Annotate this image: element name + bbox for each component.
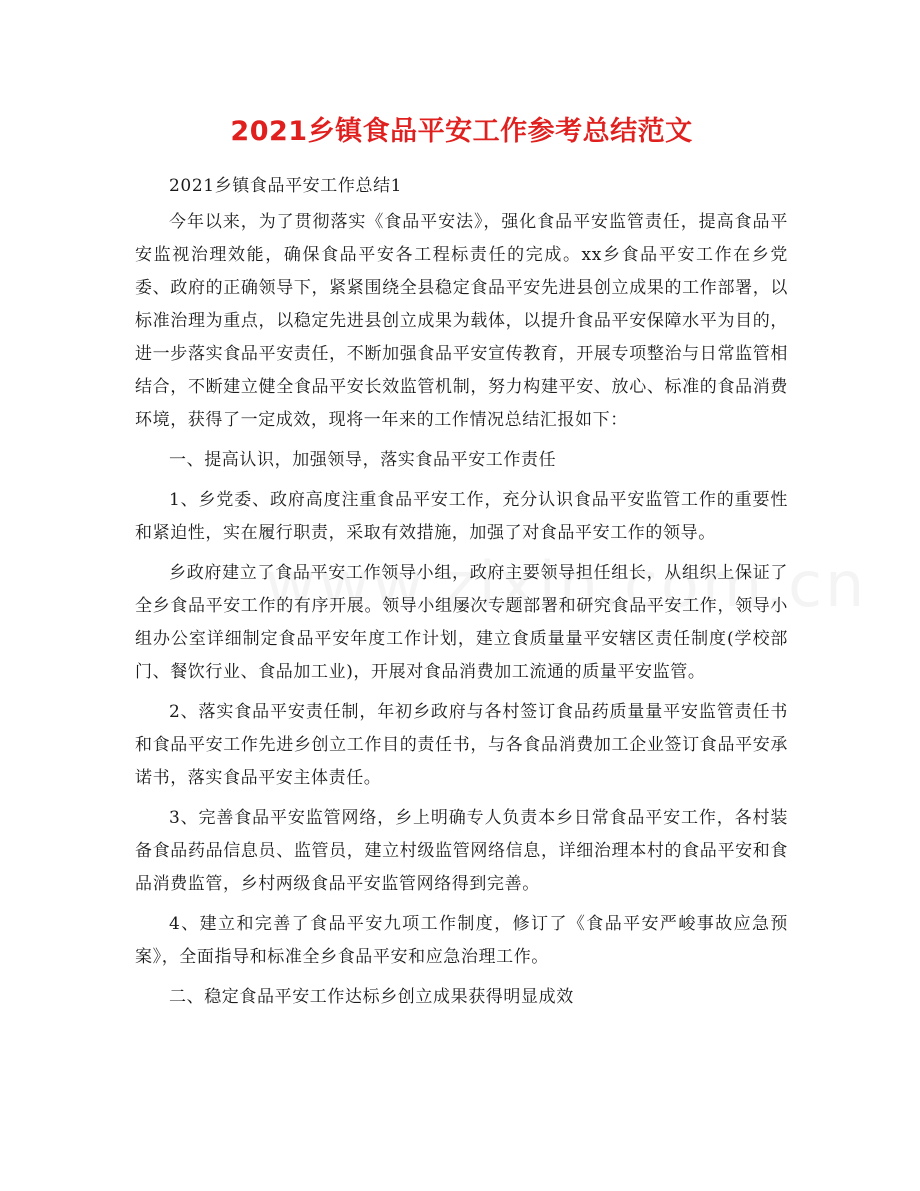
- document-subtitle: 2021乡镇食品平安工作总结1: [169, 176, 403, 196]
- paragraph-item-4: 4、建立和完善了食品平安九项工作制度，修订了《食品平安严峻事故应急预案》，全面指导和标准全乡食品平安和应急治理工作。: [135, 914, 788, 967]
- section-heading-1: 一、提高认识，加强领导，落实食品平安工作责任: [169, 450, 557, 470]
- paragraph-item-2: 2、落实食品平安责任制，年初乡政府与各村签订食品药质量量平安监管责任书和食品平安工作先进乡创立工作目的责任书，与各食品消费加工企业签订食品平安承诺书，落实食品平安主体责任。: [135, 702, 788, 788]
- paragraph-item-3: 3、完善食品平安监管网络，乡上明确专人负责本乡日常食品平安工作，各村装备食品药品信息员、监管员，建立村级监管网络信息，详细治理本村的食品平安和食品消费监管，乡村两级食品平安监管网络得到完善。: [135, 808, 788, 894]
- paragraph-intro: 今年以来，为了贯彻落实《食品平安法》，强化食品平安监管责任，提高食品平安监视治理效能，确保食品平安各工程标责任的完成。xx乡食品平安工作在乡党委、政府的正确领导下，紧紧围绕全县稳定食品平安先进县创立成果的工作部署，以标准治理为重点，以稳定先进县创立成果为载体，以提升食品平安保障水平为目的，进一步落实食品平安责任，不断加强食品平安宣传教育，开展专项整治与日常监管相结合，不断建立健全食品平安长效监管机制，努力构建平安、放心、标准的食品消费环境，获得了一定成效，现将一年来的工作情况总结汇报如下：: [135, 212, 788, 430]
- section-heading-2: 二、稳定食品平安工作达标乡创立成果获得明显成效: [169, 987, 574, 1007]
- document-title: 2021乡镇食品平安工作参考总结范文: [230, 116, 693, 147]
- paragraph-leadership-group: 乡政府建立了食品平安工作领导小组，政府主要领导担任组长，从组织上保证了全乡食品平安工作的有序开展。领导小组屡次专题部署和研究食品平安工作，领导小组办公室详细制定食品平安年度工作计划，建立食质量量平安辖区责任制度(学校部门、餐饮行业、食品加工业)，开展对食品消费加工流通的质量平安监管。: [135, 563, 788, 682]
- paragraph-item-1: 1、乡党委、政府高度注重食品平安工作，充分认识食品平安监管工作的重要性和紧迫性，实在履行职责，采取有效措施，加强了对食品平安工作的领导。: [135, 490, 788, 543]
